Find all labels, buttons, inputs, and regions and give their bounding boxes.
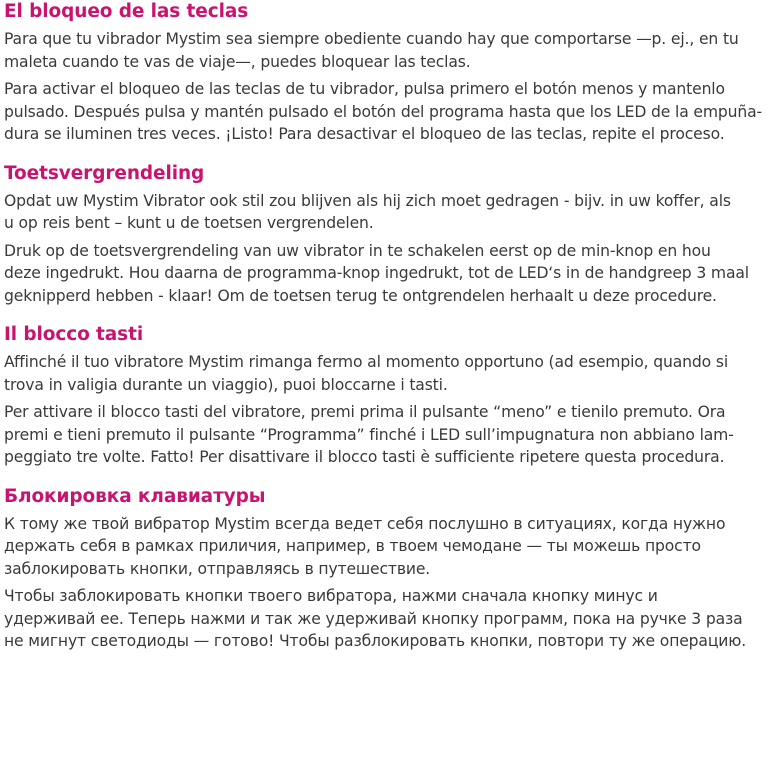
text-line: не мигнут светодиоды — готово! Чтобы разблокировать кнопки, повтори ту же операцию.	[4, 632, 747, 650]
text-line: держать себя в рамках приличия, например, в твоем чемодане — ты можешь просто	[4, 537, 701, 555]
text-line: заблокировать кнопки, отправляясь в путешествие.	[4, 559, 431, 578]
section-russian	[4, 485, 776, 653]
text-line: geknipperd hebben - klaar! Om de toetsen terug te ontgrendelen herhaalt u deze procedure.	[4, 286, 717, 305]
text-line: dura se iluminen tres veces. ¡Listo! Para desactivar el bloqueo de las teclas, repite el proceso.	[4, 125, 725, 143]
text-line: Opdat uw Mystim Vibrator ook stil zou blijven als hij zich moet gedragen - bijv. in uw koffer, als	[4, 191, 731, 210]
text-line: Para activar el bloqueo de las teclas de tu vibrador, pulsa primero el botón menos y mantenlo	[4, 80, 725, 98]
section-dutch	[4, 162, 776, 308]
section-heading: El bloqueo de las teclas	[4, 1, 249, 22]
paragraph	[4, 240, 776, 308]
paragraph	[4, 351, 776, 396]
text-line: deze ingedrukt. Hou daarna de programma-knop ingedrukt, tot de LED‘s in de handgreep 3 maal	[4, 264, 749, 282]
text-line: удерживай ее. Теперь нажми и так же удерживай кнопку программ, пока на ручке 3 раза	[4, 609, 743, 628]
text-line: Druk op de toetsvergrendeling van uw vibrator in te schakelen eerst op de min-knop en hou	[4, 241, 711, 260]
text-line: Affinché il tuo vibratore Mystim rimanga fermo al momento opportuno (ad esempio, quando si	[4, 353, 728, 371]
text-line: maleta cuando te vas de viaje—, puedes bloquear las teclas.	[4, 52, 471, 71]
section-heading: Il blocco tasti	[4, 324, 144, 345]
paragraph	[4, 190, 776, 235]
paragraph	[4, 513, 776, 581]
section-heading: Блокировка клавиатуры	[4, 485, 266, 507]
paragraph	[4, 28, 776, 73]
text-line: Чтобы заблокировать кнопки твоего вибратора, нажми сначала кнопку минус и	[4, 587, 658, 605]
section-italian	[4, 323, 776, 469]
text-line: pulsado. Después pulsa y mantén pulsado el botón del programa hasta que los LED de la empuña-	[4, 102, 762, 121]
text-line: peggiato tre volte. Fatto! Per disattivare il blocco tasti è sufficiente ripetere questa procedura.	[4, 448, 725, 466]
paragraph	[4, 585, 776, 653]
paragraph	[4, 401, 776, 469]
text-line: u op reis bent – kunt u de toetsen vergrendelen.	[4, 214, 374, 232]
text-line: Para que tu vibrador Mystim sea siempre obediente cuando hay que comportarse —p. ej., en tu	[4, 30, 739, 48]
text-line: Per attivare il blocco tasti del vibratore, premi prima il pulsante “meno” e tienilo premuto. Ora	[4, 403, 726, 421]
section-spanish	[4, 0, 776, 146]
text-line: premi e tieni premuto il pulsante “Programma” finché i LED sull’impugnatura non abbiano lam-	[4, 425, 734, 444]
text-line: trova in valigia durante un viaggio), puoi bloccarne i tasti.	[4, 375, 448, 394]
section-heading: Toetsvergrendeling	[4, 162, 205, 184]
paragraph	[4, 78, 776, 146]
text-line: К тому же твой вибратор Mystim всегда ведет себя послушно в ситуациях, когда нужно	[4, 514, 726, 533]
document-page	[4, 0, 776, 653]
